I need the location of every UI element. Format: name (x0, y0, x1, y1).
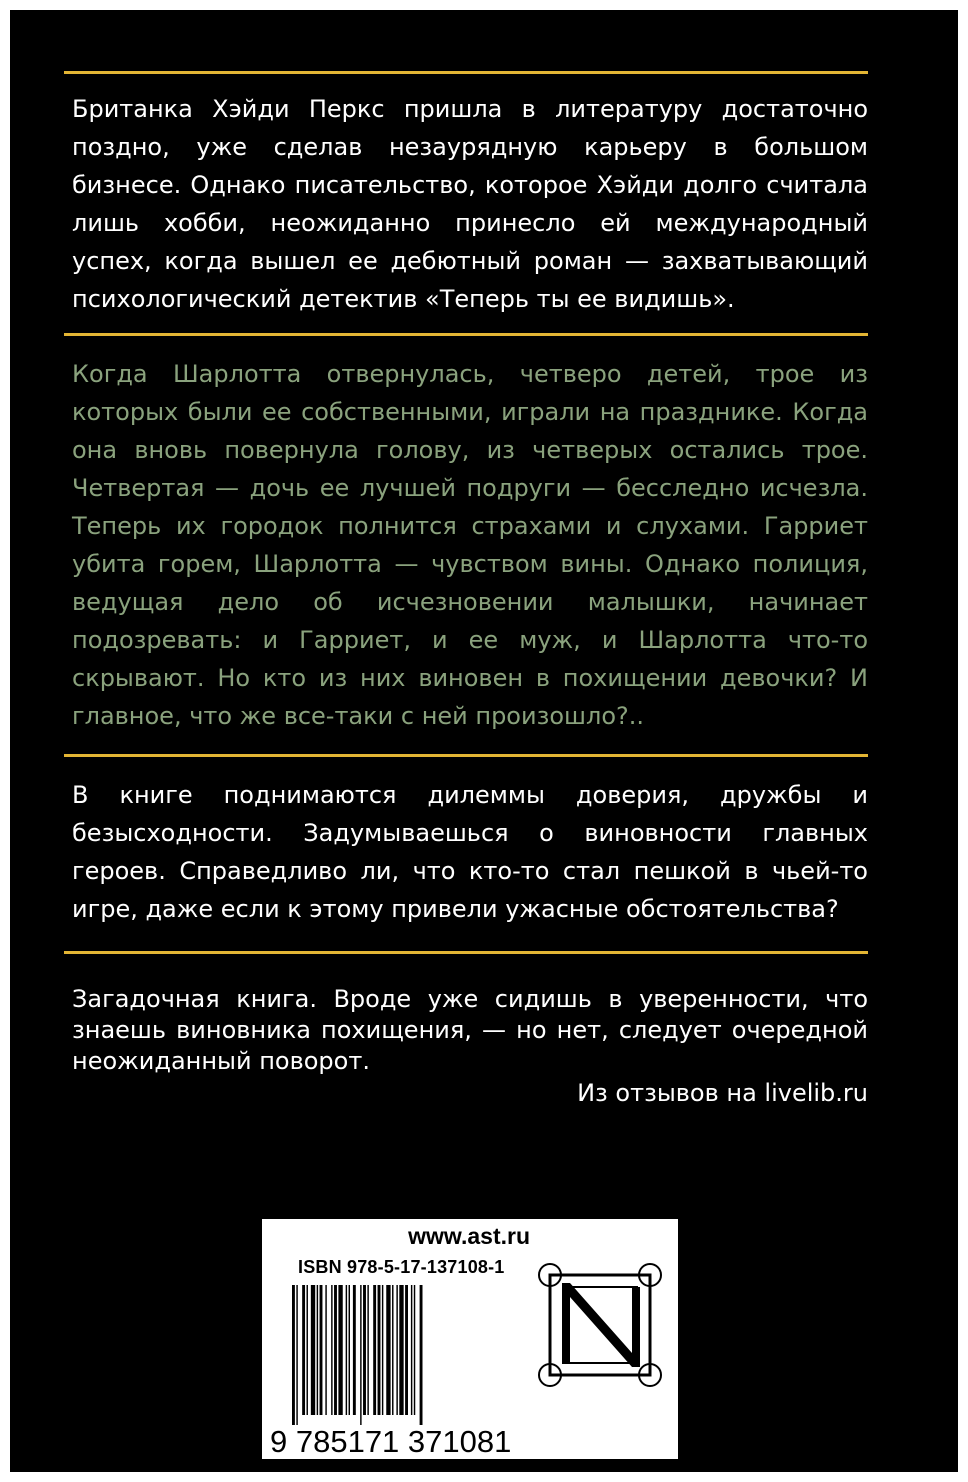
barcode-bar (411, 1285, 412, 1415)
barcode-bar (331, 1285, 332, 1415)
barcode-bar (317, 1285, 318, 1415)
divider-rule (64, 951, 868, 954)
barcode-bar (360, 1285, 361, 1425)
barcode-bar (378, 1285, 381, 1415)
barcode-bar (320, 1285, 323, 1415)
barcode-bar (414, 1285, 415, 1415)
barcode-bar (373, 1285, 376, 1415)
barcode-bar (349, 1285, 350, 1415)
barcode-bar (307, 1285, 308, 1415)
barcode-bar (386, 1285, 390, 1415)
barcode-bar (338, 1285, 342, 1415)
barcode-bars-icon (292, 1285, 522, 1425)
barcode-bar (296, 1285, 297, 1425)
synopsis: Когда Шарлотта отвернулась, четверо детей, трое из которых были ее собственными, играли на празднике. Когда она вновь повернула голову, из четверых остались трое. Четвертая — дочь ее лучшей подруги — бесследно исчезла. Теперь их городок полнится страхами и слухами. Гарриет убита горем, Шарлотта — чувством вины. Однако полиция, ведущая дело об исчезновении малышки, начинает подозревать: и Гарриет, и ее муж, и Шарлотта что-то скрывают. Но кто из них виновен в похищении девочки? И главное, что же все-таки с ней произошло?.. (72, 360, 868, 730)
barcode-bar (325, 1285, 326, 1415)
divider-rule (64, 754, 868, 757)
barcode-bar (396, 1285, 397, 1415)
divider-rule (64, 333, 868, 336)
publisher-n-emblem-icon (536, 1261, 664, 1389)
isbn-number: ISBN 978-5-17-137108-1 (298, 1257, 505, 1277)
barcode-bar (367, 1285, 368, 1415)
website-url: www.ast.ru (408, 1223, 530, 1249)
barcode-bar (420, 1285, 423, 1425)
review-2: Загадочная книга. Вроде уже сидишь в уверенности, что знаешь виновника похищения, — но нет, следует очередной неожиданный поворот. (72, 985, 868, 1075)
barcode-bar (334, 1285, 337, 1415)
barcode-panel (262, 1219, 678, 1459)
barcode-bar (292, 1285, 295, 1425)
barcode-bar (302, 1285, 305, 1415)
barcode-bar (405, 1285, 408, 1415)
barcode-bar (353, 1285, 356, 1415)
review-source: Из отзывов на livelib.ru (577, 1079, 868, 1107)
barcode-bar (311, 1285, 315, 1415)
barcode-bar (399, 1285, 403, 1415)
divider-rule (64, 71, 868, 74)
barcode-bar (382, 1285, 383, 1415)
barcode-bar (392, 1285, 393, 1415)
review-1: В книге поднимаются дилеммы доверия, дружбы и безысходности. Задумываешься о виновности главных героев. Справедливо ли, что кто-то стал пешкой в чьей-то игре, даже если к этому привели ужасные обстоятельства? (72, 781, 868, 923)
author-bio: Британка Хэйди Перкс пришла в литературу достаточно поздно, уже сделав незаурядную карьеру в большом бизнесе. Однако писательство, которое Хэйди долго считала лишь хобби, неожиданно принесло ей международный успех, когда вышел ее дебютный роман — захватывающий психологический детектив «Теперь ты ее видишь». (72, 95, 868, 313)
barcode-bar (363, 1285, 366, 1415)
barcode-bar (346, 1285, 347, 1415)
barcode-digits: 9 785171 371081 (270, 1424, 512, 1459)
